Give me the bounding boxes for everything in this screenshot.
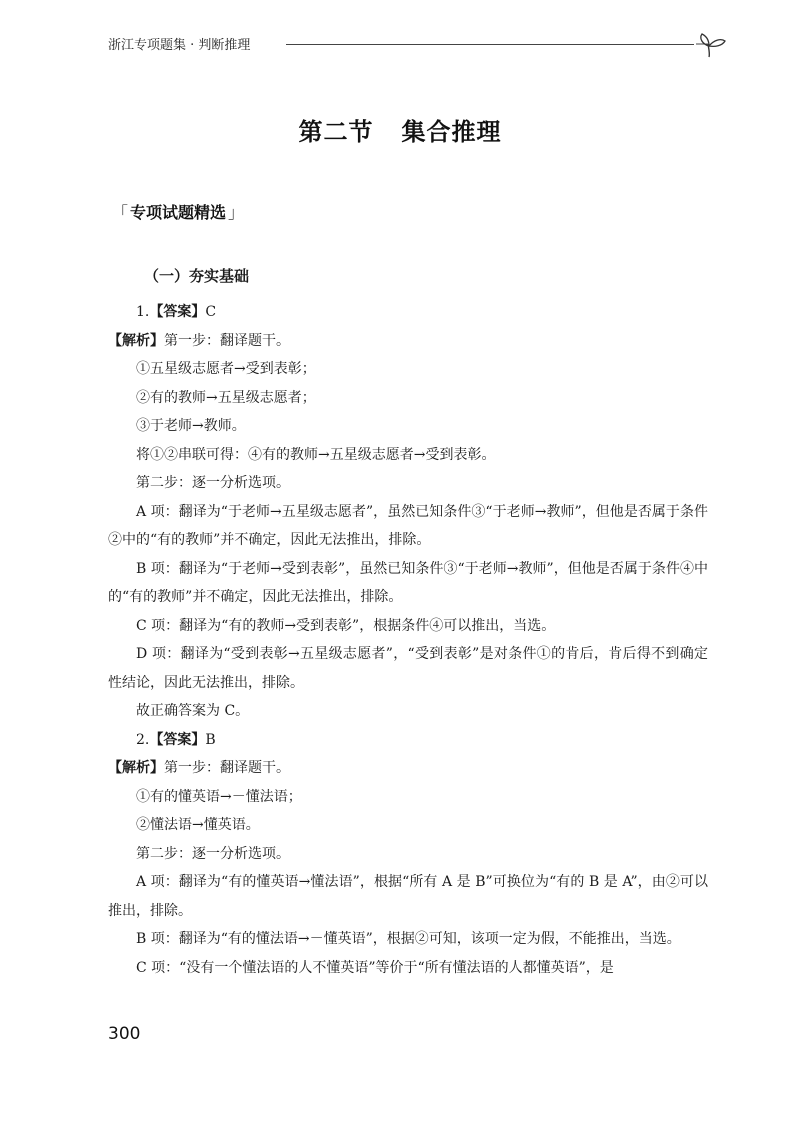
q2-analysis-line: [108, 754, 708, 783]
q1-answer: C: [205, 304, 217, 320]
close-bracket: 」: [228, 203, 245, 222]
q1-option-b: B 项：翻译为“于老师→受到表彰”，虽然已知条件③“于老师→教师”，但他是否属于条件④中的“有的教师”并不确定，因此无法推出，排除。: [108, 560, 708, 605]
q1-condition-3: ③于老师→教师。: [136, 418, 246, 434]
q1-number: 1.: [136, 304, 150, 320]
q1-answer-tag: 【答案】: [149, 304, 206, 320]
heading-basics: （一）夯实基础: [144, 267, 250, 285]
q2-number: 2.: [136, 731, 150, 748]
q1-option-a: A 项：翻译为“于老师→五星级志愿者”，虽然已知条件③“于老师→教师”，但他是否属于条件②中的“有的教师”并不确定，因此无法推出，排除。: [108, 503, 708, 548]
open-bracket: 「: [112, 203, 129, 222]
page-content: [108, 260, 708, 982]
q2-step2: 第二步：逐一分析选项。: [136, 845, 290, 862]
q2-answer-tag: 【答案】: [149, 731, 206, 748]
q1-conclusion: 故正确答案为 C。: [136, 703, 250, 719]
q2-condition-2: ②懂法语→懂英语。: [136, 817, 260, 833]
q1-condition-1: ①五星级志愿者→受到表彰；: [136, 361, 316, 377]
subsection-label: 专项试题精选: [130, 203, 227, 222]
q2-answer-line: [108, 726, 708, 755]
q1-condition-2: ②有的教师→五星级志愿者；: [136, 389, 316, 406]
q1-condition-4: 将①②串联可得：④有的教师→五星级志愿者→受到表彰。: [136, 446, 496, 463]
q2-step1: 第一步：翻译题干。: [164, 760, 290, 776]
q1-analysis-line: [108, 327, 708, 356]
subsection-heading: [112, 200, 244, 223]
q2-answer: B: [205, 731, 216, 748]
q2-option-b: B 项：翻译为“有的懂法语→－懂英语”，根据②可知，该项一定为假，不能推出，当选。: [136, 931, 681, 947]
q1-option-c: C 项：翻译为“有的教师→受到表彰”，根据条件④可以推出，当选。: [136, 617, 556, 634]
page-number: 300: [108, 1024, 141, 1044]
running-header: [108, 28, 728, 62]
q1-step1: 第一步：翻译题干。: [164, 332, 290, 349]
q1-answer-line: [108, 298, 708, 327]
q1-analysis-tag: 【解析】: [108, 332, 164, 349]
q1-option-d: D 项：翻译为“受到表彰→五星级志愿者”，“受到表彰”是对条件①的肯后，肯后得不到确定性结论，因此无法推出，排除。: [108, 646, 708, 691]
q2-analysis-tag: 【解析】: [108, 760, 164, 776]
sprout-icon: [694, 28, 730, 58]
header-rule: [286, 44, 694, 45]
q2-condition-1: ①有的懂英语→－懂法语；: [136, 788, 302, 805]
q2-option-a: A 项：翻译为“有的懂英语→懂法语”，根据“所有 A 是 B”可换位为“有的 B 是 A”，由②可以推出，排除。: [108, 874, 708, 919]
section-title: [0, 112, 800, 147]
section-number: 第二节: [298, 118, 374, 146]
q1-step2: 第二步：逐一分析选项。: [136, 475, 290, 491]
q2-option-c: C 项：“没有一个懂法语的人不懂英语”等价于“所有懂法语的人都懂英语”，是: [136, 959, 614, 976]
section-name: 集合推理: [401, 118, 502, 146]
header-title: 浙江专项题集 · 判断推理: [108, 38, 251, 53]
